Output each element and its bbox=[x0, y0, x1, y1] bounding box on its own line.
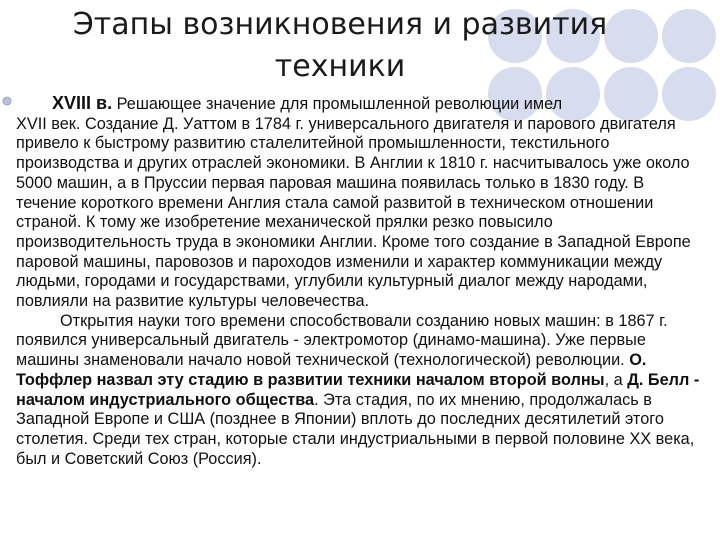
paragraph-2-part-c: . Эта стадия, по их мнению, продолжалась в Западной Европе и США (позднее в Японии) вплоть до последних десятилетий этого столетия. Среди тех стран, которые стали индустриальными в первой половине XX века, был и Советский Союз (Россия). bbox=[16, 390, 695, 468]
title-line-1: Этапы возникновения и развития bbox=[72, 7, 608, 42]
century-lead: XVIII в. bbox=[52, 93, 113, 113]
paragraph-1-text: XVII век. Создание Д. Уаттом в 1784 г. универсального двигателя и парового двигателя привело к быстрому развитию сталелитейной промышленности, текстильного производства и других отраслей экономики. В Англии к 1810 г. насчитывалось уже около 5000 машин, а в Пруссии первая паровая машина появилась только в 1830 году. В течение короткого времени Англия стала самой развитой в техническом отношении страной. К тому же изобретение механической прялки резко повысило производительность труда в экономики Англии. Кроме того создание в Западной Европе паровой машины, паровозов и пароходов изменили и характер коммуникации между людьми, городами и государствами, углубили культурный диалог между народами, повлияли на развитие культуры человечества. bbox=[16, 114, 691, 311]
paragraph-2-part-a: Открытия науки того времени способствовали созданию новых машин: в 1867 г. появился универсальный двигатель - электромотор (динамо-машина). Уже первые машины знаменовали начало новой технической (технологической) революции. bbox=[16, 311, 668, 370]
paragraph-1 bbox=[16, 94, 708, 312]
toffler-quote: О. Тоффлер назвал эту стадию в развитии техники началом второй волны bbox=[16, 351, 647, 389]
bullet-icon bbox=[2, 96, 12, 106]
bell-quote: Д. Белл - началом индустриального общества bbox=[16, 370, 700, 409]
paragraph-2 bbox=[16, 312, 708, 470]
paragraph-1-line-1: Решающее значение для промышленной революции имел bbox=[112, 95, 563, 113]
title-line-2: техники bbox=[274, 49, 406, 84]
paragraph-2-part-b: , а bbox=[604, 370, 628, 389]
slide-title bbox=[40, 4, 640, 88]
slide-body bbox=[16, 94, 708, 469]
paragraph-1-first-line bbox=[16, 94, 708, 115]
